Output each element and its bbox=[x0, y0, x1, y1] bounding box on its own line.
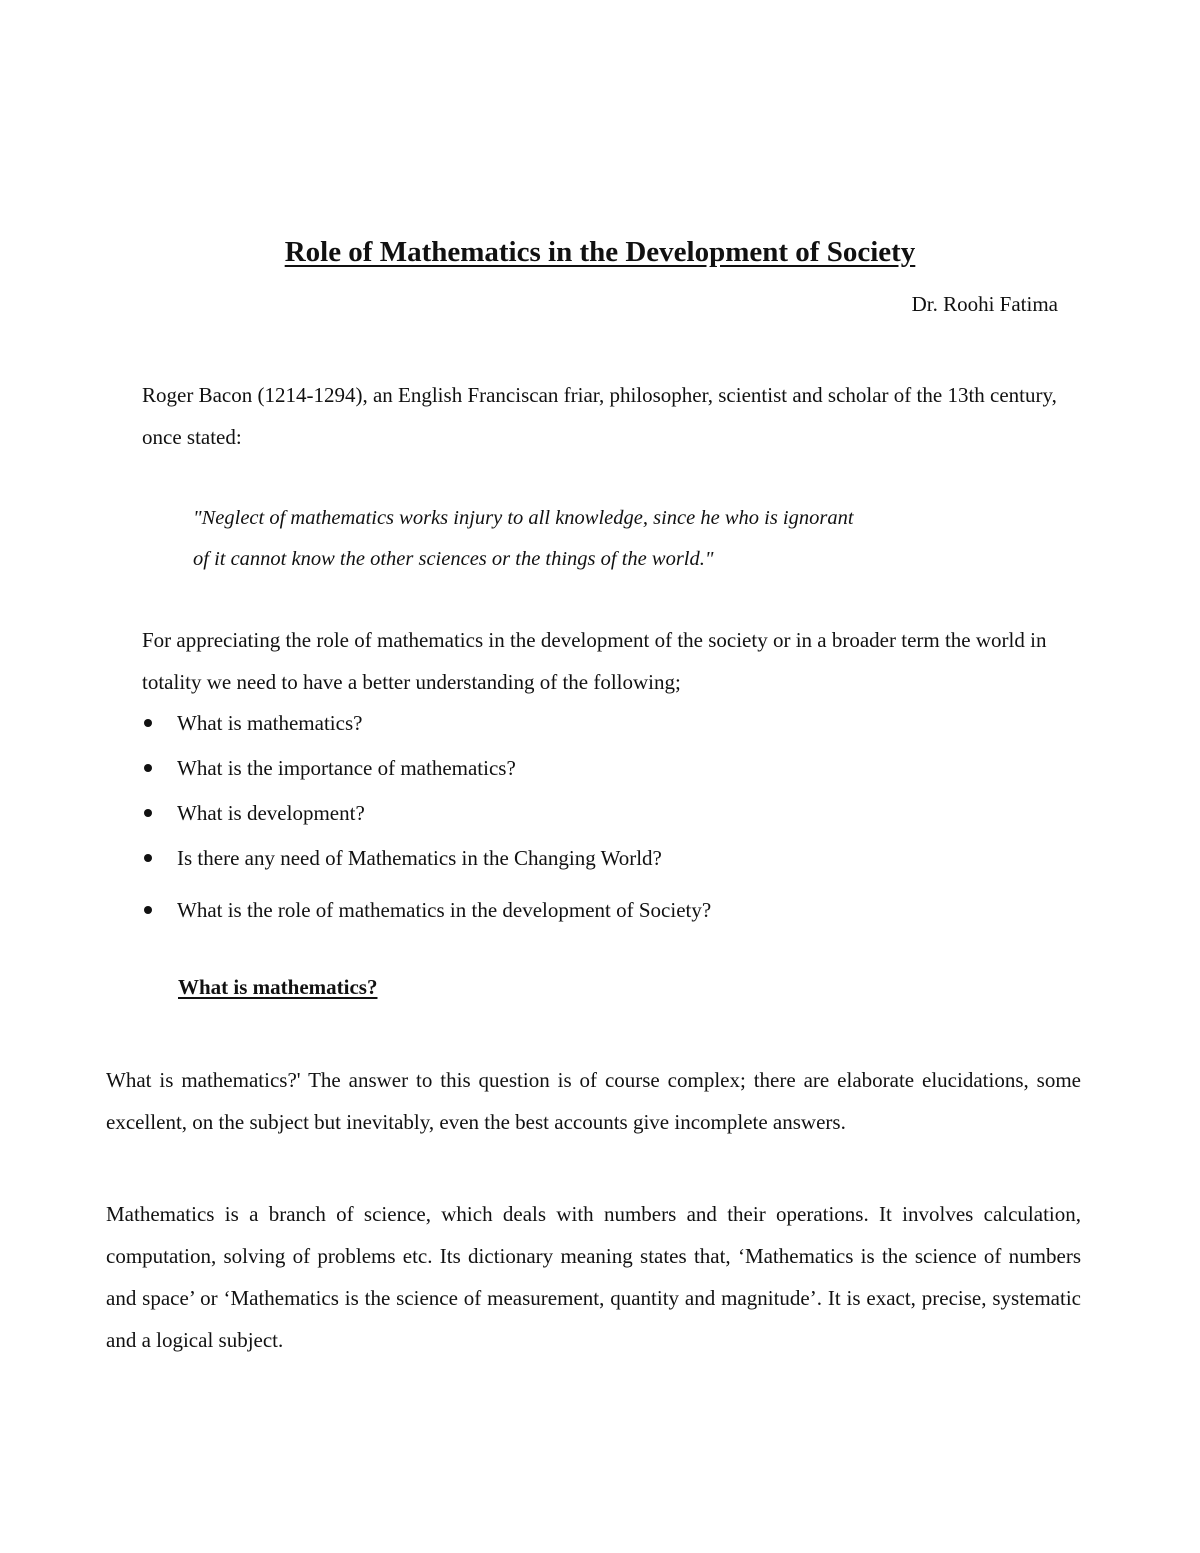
body-paragraph-1: What is mathematics?' The answer to this question is of course complex; there are elaborate elucidations, some excellent, on the subject but inevitably, even the best accounts give incomplete answers. bbox=[106, 1068, 1081, 1134]
list-item-text: What is the importance of mathematics? bbox=[177, 756, 516, 780]
body-paragraph-2: Mathematics is a branch of science, which deals with numbers and their operations. It involves calculation, computation, solving of problems etc. Its dictionary meaning states that, ‘Mathematics is the science of numbers and space’ or ‘Mathematics is the science of measurement, quantity and magnitude’. It is exact, precise, systematic and a logical subject. bbox=[106, 1202, 1081, 1352]
list-item-text: What is development? bbox=[177, 801, 365, 825]
bullet-icon bbox=[144, 764, 152, 772]
list-item bbox=[142, 837, 1042, 882]
section-heading: What is mathematics? bbox=[178, 975, 378, 999]
bullet-icon bbox=[144, 854, 152, 862]
list-item bbox=[142, 792, 1042, 837]
appreciate-paragraph: For appreciating the role of mathematics in the development of the society or in a broader term the world in totality we need to have a better understanding of the following; bbox=[142, 628, 1047, 694]
author-name: Dr. Roohi Fatima bbox=[911, 292, 1058, 316]
list-item bbox=[142, 889, 1042, 934]
bullet-icon bbox=[144, 906, 152, 914]
quote-line-2: of it cannot know the other sciences or the things of the world." bbox=[193, 548, 714, 570]
question-list bbox=[142, 702, 1042, 934]
intro-paragraph: Roger Bacon (1214-1294), an English Franciscan friar, philosopher, scientist and scholar of the 13th century, once stated: bbox=[142, 383, 1057, 449]
list-item bbox=[142, 702, 1042, 747]
list-item-text: What is the role of mathematics in the development of Society? bbox=[177, 898, 712, 922]
bullet-icon bbox=[144, 809, 152, 817]
list-item-text: What is mathematics? bbox=[177, 711, 363, 735]
list-item bbox=[142, 747, 1042, 792]
document-title: Role of Mathematics in the Development of Society bbox=[284, 236, 916, 268]
list-item-text: Is there any need of Mathematics in the Changing World? bbox=[177, 846, 662, 870]
bacon-quote bbox=[193, 498, 993, 580]
bullet-icon bbox=[144, 719, 152, 727]
quote-line-1: "Neglect of mathematics works injury to all knowledge, since he who is ignorant bbox=[193, 507, 854, 529]
